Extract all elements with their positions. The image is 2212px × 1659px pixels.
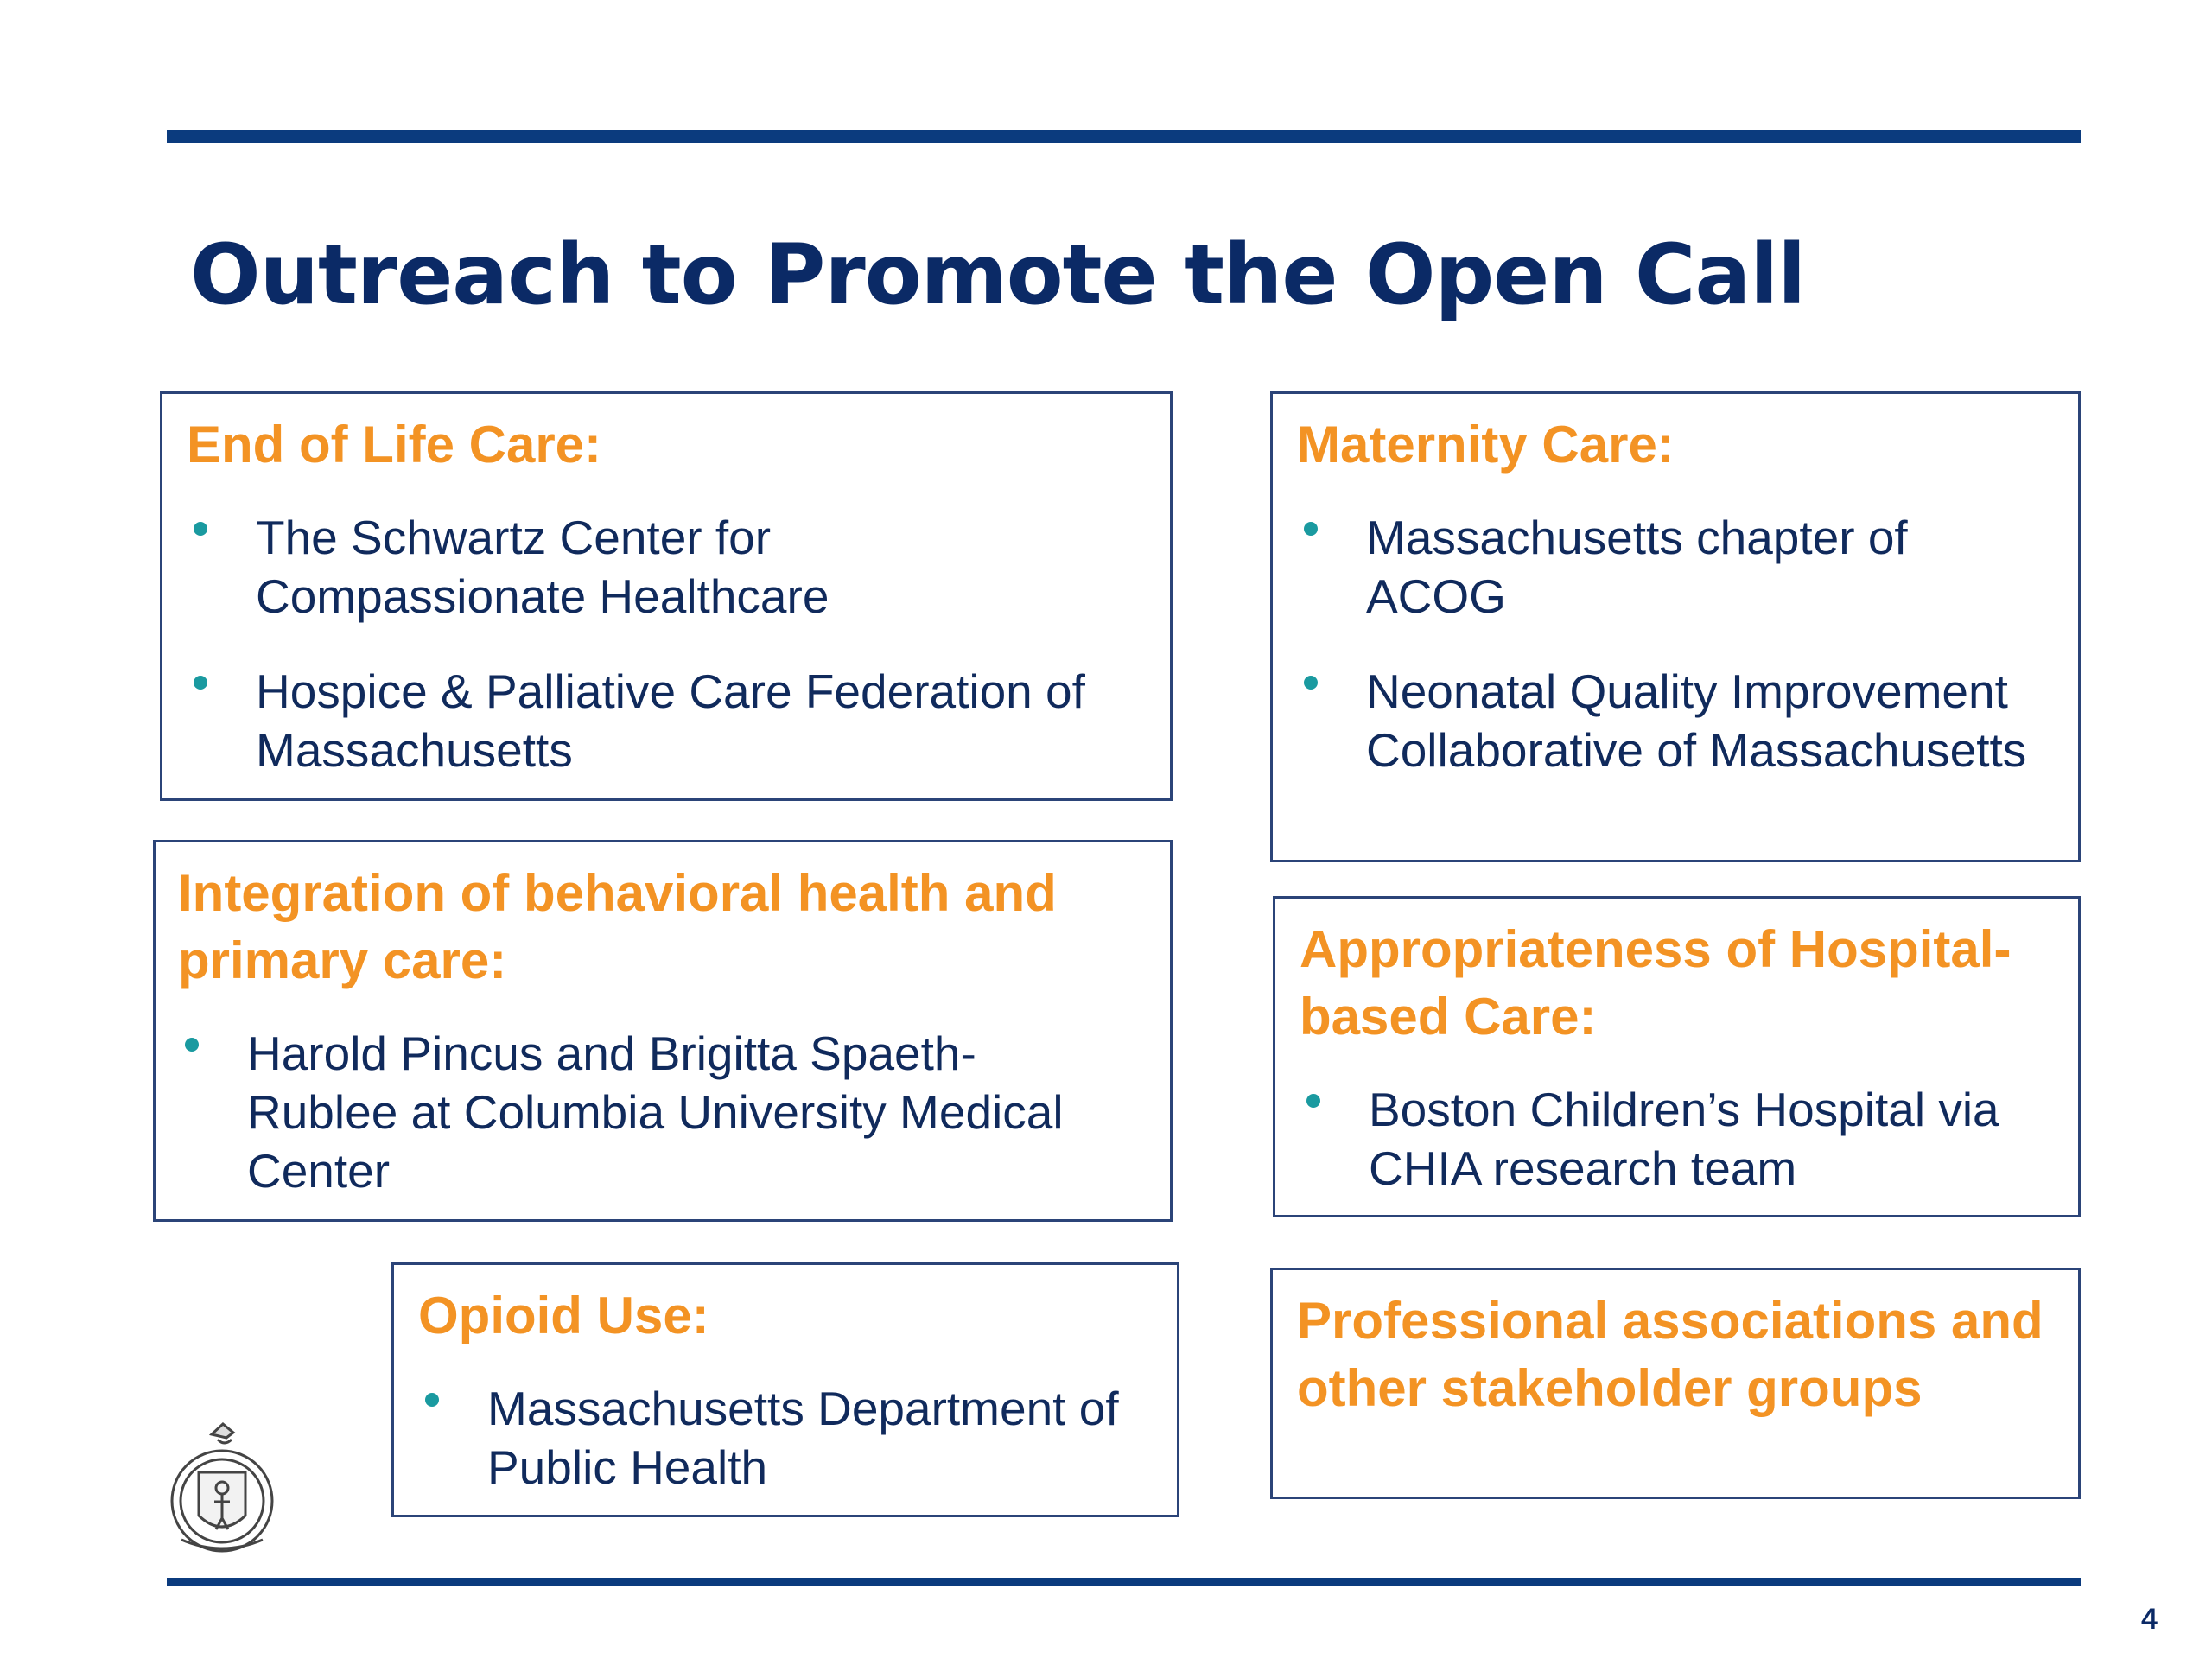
maternity-care-box (1270, 391, 2081, 862)
end-of-life-care-heading: End of Life Care: (187, 416, 602, 474)
list-item: Neonatal Quality Improvement Collaborative of Massachusetts (1297, 662, 2056, 779)
list-item: Massachusetts Department of Public Health (418, 1379, 1154, 1497)
list-item: Harold Pincus and Brigitta Spaeth-Rublee at Columbia University Medical Center (178, 1024, 1113, 1200)
list-item: Boston Children’s Hospital via CHIA research team (1300, 1080, 2056, 1198)
behavioral-health-heading: Integration of behavioral health and primary care: (178, 864, 1057, 989)
maternity-care-heading: Maternity Care: (1297, 416, 1675, 474)
page-number: 4 (2141, 1603, 2158, 1636)
end-of-life-care-box (160, 391, 1173, 801)
massachusetts-seal-icon (164, 1419, 281, 1557)
behavioral-health-box (153, 840, 1173, 1222)
appropriateness-box (1273, 896, 2081, 1217)
bottom-rule (167, 1578, 2081, 1586)
top-rule (167, 130, 2081, 143)
opioid-use-box (391, 1262, 1179, 1517)
list-item: Hospice & Palliative Care Federation of Massachusetts (187, 662, 1147, 779)
appropriateness-heading: Appropriateness of Hospital-based Care: (1300, 920, 2012, 1046)
slide-title: Outreach to Promote the Open Call (190, 226, 1806, 323)
professional-associations-box (1270, 1268, 2081, 1499)
opioid-use-heading: Opioid Use: (418, 1287, 709, 1344)
list-item: The Schwartz Center for Compassionate Healthcare (187, 508, 1044, 626)
list-item: Massachusetts chapter of ACOG (1297, 508, 2004, 626)
professional-associations-heading: Professional associations and other stakeholder groups (1297, 1292, 2044, 1417)
